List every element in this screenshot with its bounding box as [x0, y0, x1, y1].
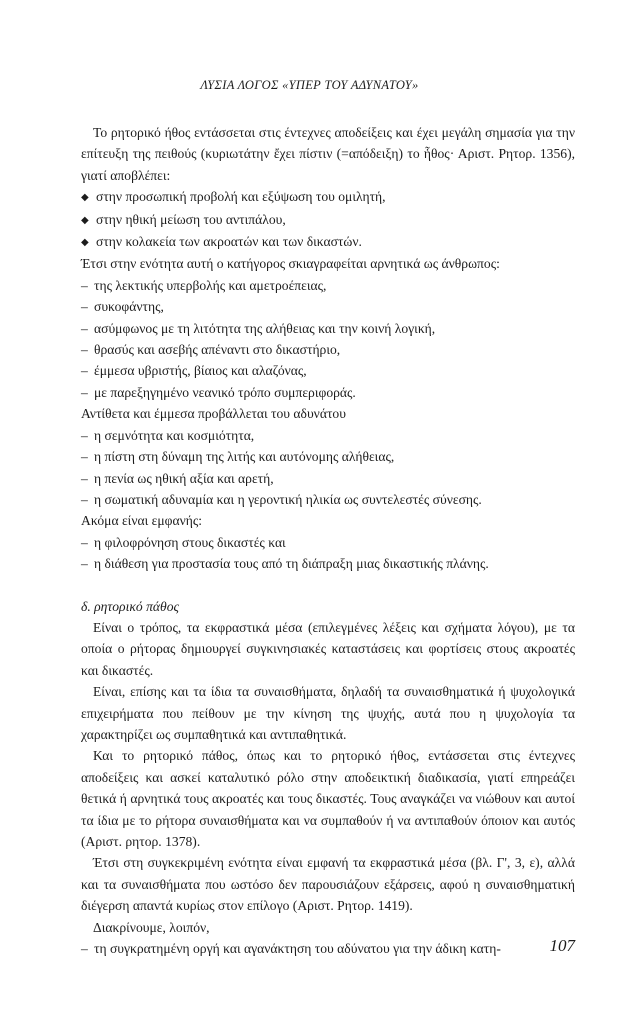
list-item-text: στην κολακεία των ακροατών και των δικαστών.	[96, 234, 362, 250]
list-item-text: ασύμφωνος με τη λιτότητα της αλήθειας και την κοινή λογική,	[94, 320, 436, 336]
list-item-text: έμμεσα υβριστής, βίαιος και αλαζόνας,	[94, 363, 307, 379]
list-item-text: στην προσωπική προβολή και εξύψωση του ομιλητή,	[96, 189, 386, 205]
list-item	[81, 339, 575, 360]
dash-bullet-icon: –	[81, 342, 88, 358]
dash-bullet-icon: –	[81, 427, 88, 443]
dash-bullet-icon: –	[81, 384, 88, 400]
also-intro: Ακόμα είναι εμφανής:	[81, 513, 203, 529]
list-item	[81, 318, 575, 339]
list-item	[81, 938, 575, 959]
list-item-text: τη συγκρατημένη οργή και αγανάκτηση του αδύνατου για την άδικη κατη-	[94, 941, 501, 957]
list-item-text: η πίστη στη δύναμη της λιτής και αυτόνομης αλήθειας,	[94, 449, 395, 465]
list-item-text: συκοφάντης,	[94, 299, 164, 315]
list-item-text: με παρεξηγημένο νεανικό τρόπο συμπεριφοράς.	[94, 384, 356, 400]
diamond-bullet-icon: ◆	[81, 237, 89, 249]
list-item-text: η φιλοφρόνηση στους δικαστές και	[94, 534, 286, 550]
diamond-bullet-icon: ◆	[81, 192, 89, 204]
paragraph: Έτσι στη συγκεκριμένη ενότητα είναι εμφανή τα εκφραστικά μέσα (βλ. Γ', 3, ε), αλλά και τα συναισθήματα που ωστόσο δεν παρουσιάζουν εξάρσεις, αφού η συναισθηματική διέγερση απαντά κυρίως στον επίλογο (Αριστ. Ρητορ. 1419).	[81, 855, 575, 914]
list-item-text: στην ηθική μείωση του αντιπάλου,	[96, 211, 286, 227]
dash-bullet-icon: –	[81, 941, 88, 957]
section-gap	[81, 575, 575, 596]
list-item-text: η σεμνότητα και κοσμιότητα,	[94, 427, 255, 443]
negative-intro: Έτσι στην ενότητα αυτή ο κατήγορος σκιαγραφείται αρνητικά ως άνθρωπος:	[81, 256, 500, 272]
positive-intro: Αντίθετα και έμμεσα προβάλλεται του αδυνάτου	[81, 406, 346, 422]
paragraph: Διακρίνουμε, λοιπόν,	[93, 919, 210, 935]
dash-bullet-icon: –	[81, 299, 88, 315]
list-item-text: θρασύς και ασεβής απέναντι στο δικαστήριο,	[94, 342, 341, 358]
dash-bullet-icon: –	[81, 556, 88, 572]
ethos-intro-paragraph: Το ρητορικό ήθος εντάσσεται στις έντεχνες αποδείξεις και έχει μεγάλη σημασία για την επίτευξη της πειθούς (κυριωτάτην ἔχει πίστιν (=απόδειξη) το ἦθος· Αριστ. Ρητορ. 1356), γιατί αποβλέπει:	[81, 125, 575, 183]
list-item-text: η πενία ως ηθική αξία και αρετή,	[94, 470, 274, 486]
paragraph: Και το ρητορικό πάθος, όπως και το ρητορικό ήθος, εντάσσεται στις έντεχνες αποδείξεις και ασκεί καταλυτικό ρόλο στην αποδεικτική διαδικασία, γιατί επηρεάζει θετικά ή αρνητικά τους ακροατές και τους δικαστές. Τους αναγκάζει να νιώθουν και αυτοί τα ίδια με το ρήτορα συναισθήματα και να συμπαθούν ή να αντιπαθούν όποιον και αυτός (Αριστ. ρητορ. 1378).	[81, 748, 575, 849]
dash-bullet-icon: –	[81, 320, 88, 336]
list-item	[81, 209, 575, 231]
list-item	[81, 382, 575, 403]
list-item	[81, 553, 575, 574]
dash-bullet-icon: –	[81, 449, 88, 465]
list-item	[81, 296, 575, 317]
list-item	[81, 446, 575, 467]
dash-bullet-icon: –	[81, 363, 88, 379]
list-item	[81, 231, 575, 253]
dash-bullet-icon: –	[81, 491, 88, 507]
dash-bullet-icon: –	[81, 534, 88, 550]
list-item	[81, 186, 575, 208]
running-header: ΛΥΣΙΑ ΛΟΓΟΣ «ΥΠΕΡ ΤΟΥ ΑΔΥΝΑΤΟΥ»	[200, 78, 419, 92]
list-item-text: η διάθεση για προστασία τους από τη διάπραξη μιας δικαστικής πλάνης.	[94, 556, 489, 572]
paragraph: Είναι ο τρόπος, τα εκφραστικά μέσα (επιλεγμένες λέξεις και σχήματα λόγου), με τα οποία ο ρήτορας δημιουργεί συγκινησιακές καταστάσεις και φορτίσεις στους ακροατές και δικαστές.	[81, 619, 575, 678]
list-item-text: της λεκτικής υπερβολής και αμετροέπειας,	[94, 277, 327, 293]
list-item	[81, 425, 575, 446]
list-item	[81, 532, 575, 553]
dash-bullet-icon: –	[81, 277, 88, 293]
page-body	[81, 122, 575, 959]
list-item	[81, 468, 575, 489]
dash-bullet-icon: –	[81, 470, 88, 486]
paragraph: Είναι, επίσης και τα ίδια τα συναισθήματα, δηλαδή τα συναισθηματικά ή ψυχολογικά επιχειρήματα που πείθουν με την κίνηση της ψυχής, αυτά που η ψυχολογία τα χαρακτηρίζει ως συμπαθητικά και αντιπαθητικά.	[81, 684, 575, 742]
list-item	[81, 360, 575, 381]
list-item-text: η σωματική αδυναμία και η γεροντική ηλικία ως συντελεστές σύνεσης.	[94, 491, 482, 507]
diamond-bullet-icon: ◆	[81, 214, 89, 226]
section-heading: δ. ρητορικό πάθος	[81, 598, 180, 614]
list-item	[81, 275, 575, 296]
page-number: 107	[549, 936, 575, 955]
list-item	[81, 489, 575, 510]
